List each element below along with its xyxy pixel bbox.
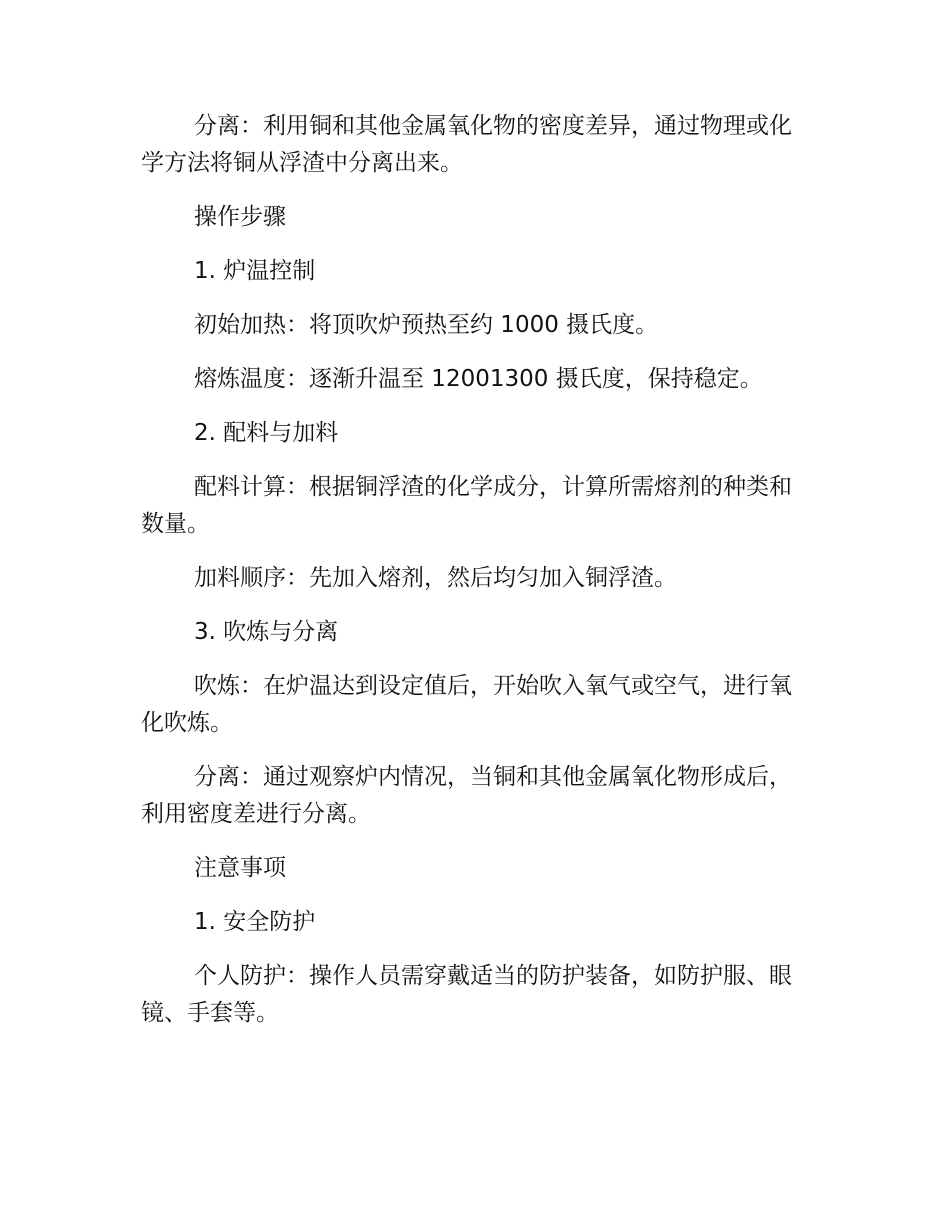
paragraph-smelting-temperature: 熔炼温度：逐渐升温至 12001300 摄氏度，保持稳定。 — [194, 366, 763, 392]
subheading-furnace-temperature: 1. 炉温控制 — [194, 258, 316, 284]
heading-operation-steps: 操作步骤 — [194, 204, 286, 230]
paragraph-separation-process: 分离：通过观察炉内情况，当铜和其他金属氧化物形成后，利用密度差进行分离。 — [141, 764, 792, 827]
paragraph-batching-calculation: 配料计算：根据铜浮渣的化学成分，计算所需熔剂的种类和数量。 — [141, 474, 792, 537]
subheading-safety-protection: 1. 安全防护 — [194, 909, 316, 935]
heading-precautions: 注意事项 — [194, 855, 286, 881]
paragraph-separation-principle: 分离：利用铜和其他金属氧化物的密度差异，通过物理或化学方法将铜从浮渣中分离出来。 — [141, 113, 792, 176]
paragraph-feeding-order: 加料顺序：先加入熔剂，然后均匀加入铜浮渣。 — [194, 565, 677, 591]
paragraph-personal-protection: 个人防护：操作人员需穿戴适当的防护装备，如防护服、眼镜、手套等。 — [141, 963, 792, 1026]
document-body — [141, 108, 795, 1049]
paragraph-blowing: 吹炼：在炉温达到设定值后，开始吹入氧气或空气，进行氧化吹炼。 — [141, 673, 792, 736]
paragraph-initial-heating: 初始加热：将顶吹炉预热至约 1000 摄氏度。 — [194, 312, 659, 338]
subheading-blowing-separation: 3. 吹炼与分离 — [194, 619, 339, 645]
subheading-batching-feeding: 2. 配料与加料 — [194, 420, 339, 446]
